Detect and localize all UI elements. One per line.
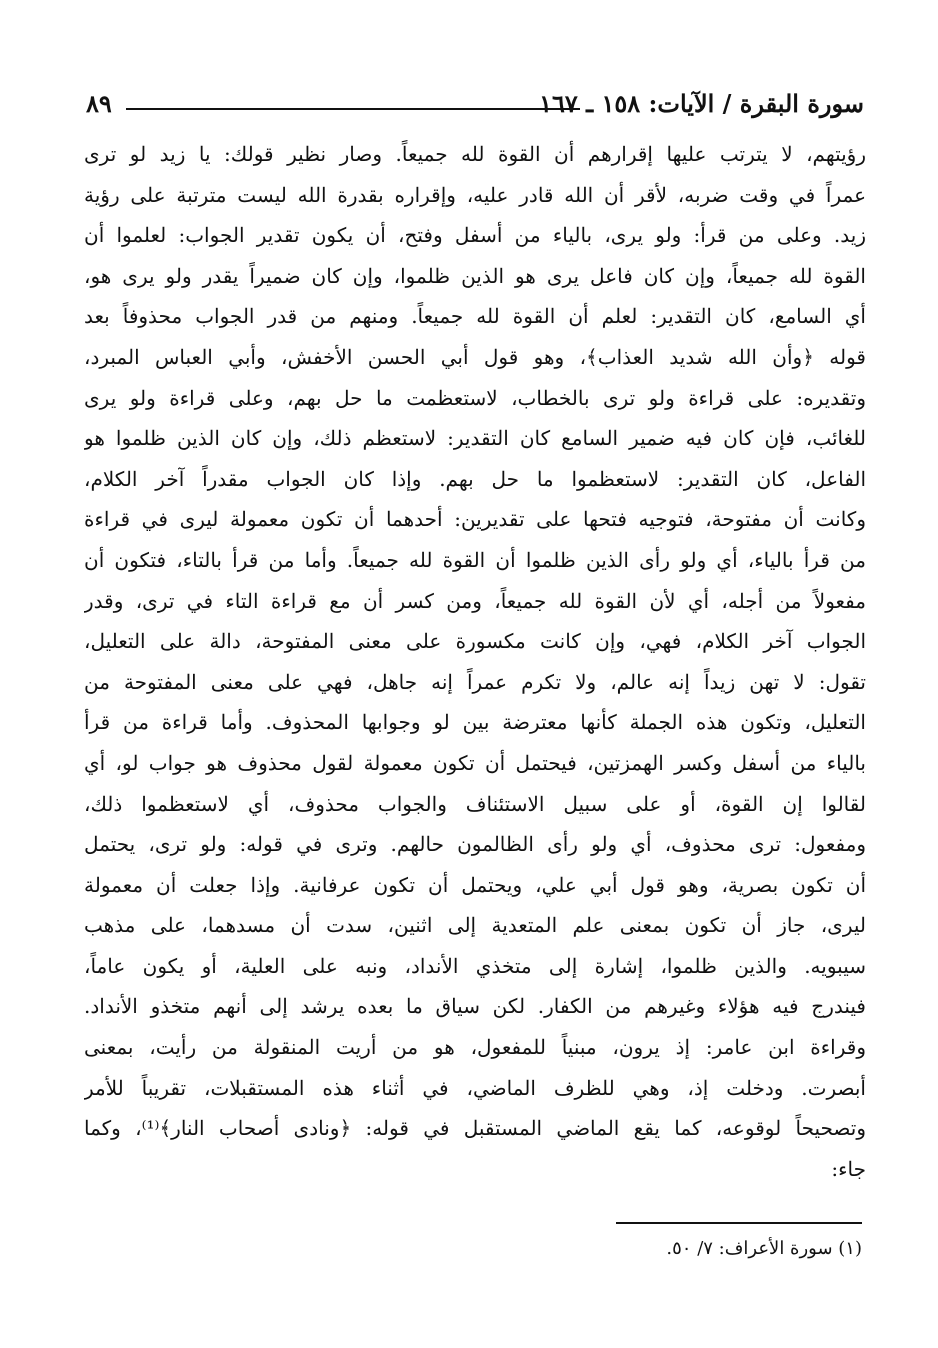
text-line: وتقديره: على قراءة ولو ترى بالخطاب، لاستعظمت ما حل بهم، وعلى قراءة ولو يرى <box>84 385 866 410</box>
text-line: وقراءة ابن عامر: إذ يرون، مبنياً للمفعول، هو من أريت المنقولة من رأيت، بمعنى <box>84 1035 866 1060</box>
text-line: لقالوا إن القوة، أو على سبيل الاستئناف والجواب محذوف، أي لاستعظموا ذلك، <box>84 791 866 816</box>
text-line: تقول: لا تهن زيداً إنه عالم، ولا تكرم عمراً إنه جاهل، فهي على معنى المفتوحة من <box>84 669 866 694</box>
text-line: الفاعل، كان التقدير: لاستعظموا ما حل بهم. وإذا كان الجواب مقدراً آخر الكلام، <box>84 466 866 491</box>
header-rule <box>126 108 580 110</box>
text-line: وكانت أن مفتوحة، فتوجيه فتحها على تقديرين: أحدهما أن تكون معمولة ليرى في قراءة <box>84 507 866 532</box>
text-line: للغائب، فإن كان فيه ضمير السامع كان التقدير: لاستعظم ذلك، وإن كان الذين ظلموا هو <box>84 426 866 451</box>
text-line: التعليل، وتكون هذه الجملة كأنها معترضة بين لو وجوابها المحذوف. وأما قراءة من قرأ <box>84 710 866 735</box>
text-line: أبصرت. ودخلت إذ، وهي للظرف الماضي، في أثناء هذه المستقبلات، تقريباً للأمر <box>84 1075 866 1100</box>
text-line: أي السامع، كان التقدير: لعلم أن القوة لله جميعاً. ومنهم من قدر الجواب محذوفاً بعد <box>84 304 866 329</box>
text-line: زيد. وعلى من قرأ: ولو يرى، بالياء من أسفل وفتح، أن يكون تقدير الجواب: لعلموا أن <box>84 223 866 248</box>
text-line: ومفعول: ترى محذوف، أي ولو رأى الظالمون حالهم. وترى في قوله: ولو ترى، يحتمل <box>84 832 866 857</box>
text-line: عمراً في وقت ضربه، لأقر أن الله قادر عليه، وإقراره بقدرة الله ليست مترتبة على رؤية <box>84 182 866 207</box>
text-line: فيندرج فيه هؤلاء وغيرهم من الكفار. لكن سياق ما بعده يرشد إلى أنهم متخذو الأنداد. <box>84 994 866 1019</box>
text-line: رؤيتهم، لا يترتب عليها إقرارهم أن القوة لله جميعاً. وصار نظير قولك: يا زيد لو ترى <box>84 142 866 166</box>
page-number: ٨٩ <box>86 89 112 118</box>
text-line: جاء: <box>831 1156 866 1181</box>
text-line: بالياء من أسفل وكسر الهمزتين، فيحتمل أن تكون معمولة لقول محذوف هو جواب لو، أي <box>84 750 866 775</box>
text-line: قوله ﴿وأن الله شديد العذاب﴾، وهو قول أبي الحسن الأخفش، وأبي العباس المبرد، <box>84 344 866 369</box>
running-title: سورة البقرة / الآيات: ١٥٨ ـ ١٦٧ <box>539 89 864 118</box>
text-line: الجواب آخر الكلام، فهي، وإن كانت مكسورة على معنى المفتوحة، دالة على التعليل، <box>84 629 866 654</box>
text-line: مفعولاً من أجله، أي لأن القوة لله جميعاً، ومن كسر أن مع قراءة التاء في ترى، وقدر <box>84 588 866 613</box>
text-line: أن تكون بصرية، وهو قول أبي علي، ويحتمل أن تكون عرفانية. وإذا جعلت أن معمولة <box>84 872 866 897</box>
text-line: القوة لله جميعاً، وإن كان فاعل يرى هو الذين ظلموا، وإن كان ضميراً يقدر ولو يرى هو، <box>84 263 866 288</box>
body-text <box>84 134 866 1189</box>
footnote-rule <box>616 1222 862 1224</box>
text-line: وتصحيحاً لوقوعه، كما يقع الماضي المستقبل في قوله: ﴿ونادى أصحاب النار﴾⁽¹⁾، وكما <box>84 1116 866 1141</box>
footnote: (١) سورة الأعراف: ٧/ ٥٠. <box>666 1238 862 1259</box>
page-header <box>86 86 864 122</box>
text-line: من قرأ بالياء، أي ولو رأى الذين ظلموا أن القوة لله جميعاً. وأما من قرأ بالتاء، فتكون أن <box>84 547 866 572</box>
text-line: ليرى، جاز أن تكون بمعنى علم المتعدية إلى اثنين، سدت أن مسدهما، على مذهب <box>84 913 866 938</box>
text-line: سيبويه. والذين ظلموا، إشارة إلى متخذي الأنداد، ونبه على العلية، أو يكون عاماً، <box>84 953 866 978</box>
